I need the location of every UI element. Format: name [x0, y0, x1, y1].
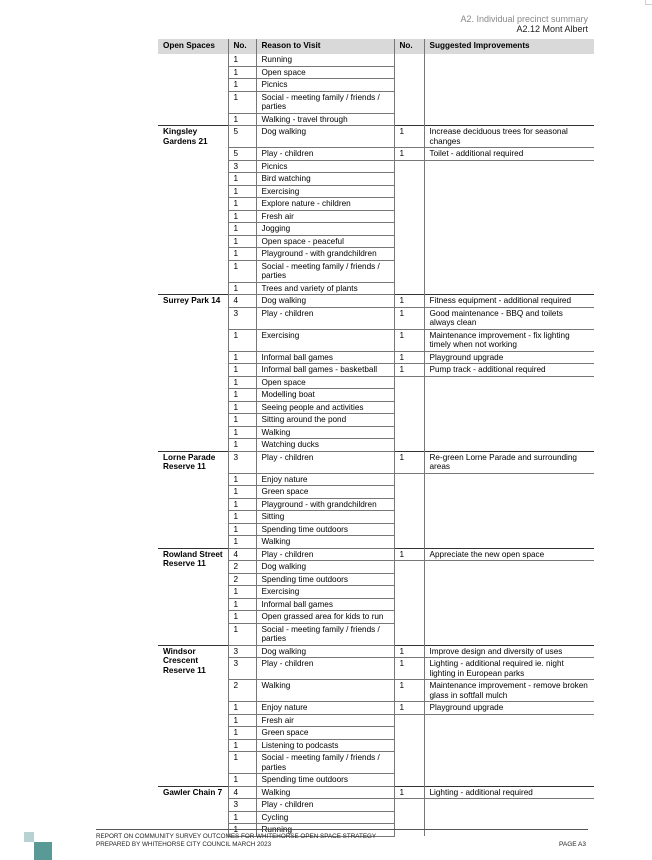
reason-count: 1 — [228, 623, 256, 645]
reason-count: 1 — [228, 511, 256, 524]
reason-to-visit: Open space — [256, 66, 394, 79]
reason-to-visit: Green space — [256, 727, 394, 740]
reason-to-visit: Fresh air — [256, 210, 394, 223]
reason-count: 1 — [228, 364, 256, 377]
reason-to-visit: Dog walking — [256, 126, 394, 148]
empty-suggestion-count — [394, 54, 424, 126]
reason-count: 4 — [228, 786, 256, 799]
suggestion-count: 1 — [394, 645, 424, 658]
reason-count: 2 — [228, 680, 256, 702]
suggested-improvement: Maintenance improvement - remove broken glass in softfall mulch — [424, 680, 594, 702]
suggestion-count: 1 — [394, 548, 424, 561]
open-space-name: Kingsley Gardens 21 — [158, 126, 228, 295]
reason-count: 3 — [228, 645, 256, 658]
table-row — [158, 645, 594, 658]
reason-count: 2 — [228, 573, 256, 586]
reason-to-visit: Fresh air — [256, 714, 394, 727]
reason-count: 1 — [228, 351, 256, 364]
reason-to-visit: Informal ball games — [256, 598, 394, 611]
reason-count: 4 — [228, 548, 256, 561]
suggestion-count: 1 — [394, 364, 424, 377]
reason-to-visit: Exercising — [256, 329, 394, 351]
suggestion-count: 1 — [394, 786, 424, 799]
table-row — [158, 786, 594, 799]
reason-count: 1 — [228, 611, 256, 624]
reason-count: 1 — [228, 702, 256, 715]
suggested-improvement: Maintenance improvement - fix lighting timely when not working — [424, 329, 594, 351]
reason-to-visit: Watching ducks — [256, 439, 394, 452]
reason-to-visit: Cycling — [256, 811, 394, 824]
open-space-name: Windsor Crescent Reserve 11 — [158, 645, 228, 786]
section-title: A2. Individual precinct summary — [460, 14, 588, 24]
reason-to-visit: Jogging — [256, 223, 394, 236]
empty-suggestion-count — [394, 561, 424, 646]
header-reason-to-visit: Reason to Visit — [256, 39, 394, 54]
reason-to-visit: Sitting around the pond — [256, 414, 394, 427]
decorative-square-light — [24, 832, 34, 842]
suggestion-count: 1 — [394, 680, 424, 702]
reason-count: 1 — [228, 586, 256, 599]
reason-to-visit: Exercising — [256, 185, 394, 198]
reason-count: 1 — [228, 210, 256, 223]
reason-count: 1 — [228, 498, 256, 511]
reason-count: 1 — [228, 198, 256, 211]
suggested-improvement: Fitness equipment - additional required — [424, 295, 594, 308]
reason-to-visit: Play - children — [256, 548, 394, 561]
open-space-name: Gawler Chain 7 — [158, 786, 228, 836]
reason-count: 1 — [228, 389, 256, 402]
footer-report-title: REPORT ON COMMUNITY SURVEY OUTCOMES FOR WHITEHORSE OPEN SPACE STRATEGY — [96, 833, 377, 840]
reason-to-visit: Walking — [256, 536, 394, 549]
reason-to-visit: Enjoy nature — [256, 702, 394, 715]
reason-to-visit: Picnics — [256, 160, 394, 173]
reason-count: 1 — [228, 282, 256, 295]
reason-count: 1 — [228, 401, 256, 414]
reason-to-visit: Spending time outdoors — [256, 774, 394, 787]
reason-count: 1 — [228, 426, 256, 439]
reason-count: 3 — [228, 160, 256, 173]
reason-to-visit: Trees and variety of plants — [256, 282, 394, 295]
reason-to-visit: Informal ball games - basketball — [256, 364, 394, 377]
decorative-square-dark — [34, 842, 52, 860]
table-row — [158, 54, 594, 66]
table-row — [158, 548, 594, 561]
reason-to-visit: Spending time outdoors — [256, 523, 394, 536]
suggestion-count: 1 — [394, 658, 424, 680]
reason-count: 5 — [228, 148, 256, 161]
suggested-improvement: Toilet - additional required — [424, 148, 594, 161]
reason-to-visit: Running — [256, 824, 394, 837]
reason-to-visit: Social - meeting family / friends / parties — [256, 91, 394, 113]
reason-count: 1 — [228, 486, 256, 499]
empty-suggestion — [424, 54, 594, 126]
suggested-improvement: Re-green Lorne Parade and surrounding areas — [424, 451, 594, 473]
empty-suggestion-count — [394, 799, 424, 837]
reason-count: 1 — [228, 414, 256, 427]
reason-count: 1 — [228, 714, 256, 727]
footer-divider — [96, 829, 588, 830]
reason-to-visit: Play - children — [256, 658, 394, 680]
empty-suggestion — [424, 376, 594, 451]
reason-to-visit: Playground - with grandchildren — [256, 248, 394, 261]
reason-to-visit: Bird watching — [256, 173, 394, 186]
suggested-improvement: Increase deciduous trees for seasonal changes — [424, 126, 594, 148]
reason-to-visit: Social - meeting family / friends / parties — [256, 260, 394, 282]
suggestion-count: 1 — [394, 451, 424, 473]
reason-count: 1 — [228, 739, 256, 752]
reason-to-visit: Spending time outdoors — [256, 573, 394, 586]
reason-count: 1 — [228, 79, 256, 92]
reason-count: 1 — [228, 473, 256, 486]
empty-suggestion-count — [394, 376, 424, 451]
empty-suggestion — [424, 714, 594, 786]
reason-count: 1 — [228, 329, 256, 351]
suggestion-count: 1 — [394, 329, 424, 351]
reason-to-visit: Open grassed area for kids to run — [256, 611, 394, 624]
suggested-improvement: Lighting - additional required ie. night lighting in European parks — [424, 658, 594, 680]
reason-count: 4 — [228, 295, 256, 308]
reason-to-visit: Green space — [256, 486, 394, 499]
suggestion-count: 1 — [394, 702, 424, 715]
footer-prepared-by: PREPARED BY WHITEHORSE CITY COUNCIL MARCH 2023 — [96, 841, 272, 848]
empty-suggestion — [424, 799, 594, 837]
suggested-improvement: Playground upgrade — [424, 351, 594, 364]
reason-count: 1 — [228, 727, 256, 740]
table-row — [158, 295, 594, 308]
suggested-improvement: Appreciate the new open space — [424, 548, 594, 561]
page-corner-mark — [645, 0, 652, 5]
suggested-improvement: Lighting - additional required — [424, 786, 594, 799]
reason-to-visit: Dog walking — [256, 295, 394, 308]
reason-count: 1 — [228, 523, 256, 536]
reason-count: 1 — [228, 248, 256, 261]
reason-to-visit: Walking - travel through — [256, 113, 394, 126]
table-body — [158, 54, 594, 836]
reason-count: 1 — [228, 113, 256, 126]
reason-to-visit: Picnics — [256, 79, 394, 92]
reason-count: 1 — [228, 173, 256, 186]
reason-to-visit: Seeing people and activities — [256, 401, 394, 414]
empty-suggestion — [424, 160, 594, 295]
reason-count: 2 — [228, 561, 256, 574]
reason-count: 1 — [228, 824, 256, 837]
suggestion-count: 1 — [394, 295, 424, 308]
open-space-name: Rowland Street Reserve 11 — [158, 548, 228, 645]
reason-to-visit: Social - meeting family / friends / parties — [256, 752, 394, 774]
reason-count: 3 — [228, 799, 256, 812]
suggested-improvement: Improve design and diversity of uses — [424, 645, 594, 658]
header-number-2: No. — [394, 39, 424, 54]
survey-table — [158, 39, 594, 837]
reason-to-visit: Play - children — [256, 451, 394, 473]
reason-to-visit: Walking — [256, 426, 394, 439]
reason-to-visit: Dog walking — [256, 645, 394, 658]
reason-to-visit: Play - children — [256, 799, 394, 812]
reason-to-visit: Listening to podcasts — [256, 739, 394, 752]
reason-count: 1 — [228, 598, 256, 611]
reason-count: 1 — [228, 54, 256, 66]
reason-count: 3 — [228, 658, 256, 680]
reason-count: 1 — [228, 223, 256, 236]
reason-to-visit: Walking — [256, 786, 394, 799]
reason-to-visit: Play - children — [256, 148, 394, 161]
header-number: No. — [228, 39, 256, 54]
reason-to-visit: Exercising — [256, 586, 394, 599]
reason-to-visit: Modelling boat — [256, 389, 394, 402]
open-space-name — [158, 54, 228, 126]
reason-count: 1 — [228, 185, 256, 198]
suggested-improvement: Pump track - additional required — [424, 364, 594, 377]
reason-count: 1 — [228, 774, 256, 787]
reason-to-visit: Running — [256, 54, 394, 66]
reason-to-visit: Informal ball games — [256, 351, 394, 364]
page-number: PAGE A3 — [559, 841, 586, 848]
reason-to-visit: Open space — [256, 376, 394, 389]
reason-count: 1 — [228, 439, 256, 452]
reason-to-visit: Explore nature - children — [256, 198, 394, 211]
reason-to-visit: Walking — [256, 680, 394, 702]
open-space-name: Surrey Park 14 — [158, 295, 228, 452]
suggestion-count: 1 — [394, 148, 424, 161]
reason-count: 1 — [228, 811, 256, 824]
reason-count: 1 — [228, 66, 256, 79]
reason-count: 1 — [228, 91, 256, 113]
reason-count: 1 — [228, 235, 256, 248]
reason-to-visit: Sitting — [256, 511, 394, 524]
suggested-improvement: Good maintenance - BBQ and toilets always clean — [424, 307, 594, 329]
suggested-improvement: Playground upgrade — [424, 702, 594, 715]
suggestion-count: 1 — [394, 126, 424, 148]
open-space-name: Lorne Parade Reserve 11 — [158, 451, 228, 548]
subsection-title: A2.12 Mont Albert — [516, 24, 588, 34]
reason-count: 3 — [228, 307, 256, 329]
reason-to-visit: Open space - peaceful — [256, 235, 394, 248]
reason-to-visit: Play - children — [256, 307, 394, 329]
header-suggested-improvements: Suggested Improvements — [424, 39, 594, 54]
table-row — [158, 451, 594, 473]
reason-to-visit: Dog walking — [256, 561, 394, 574]
table-header-row — [158, 39, 594, 54]
suggestion-count: 1 — [394, 307, 424, 329]
empty-suggestion-count — [394, 473, 424, 548]
table-row — [158, 126, 594, 148]
suggestion-count: 1 — [394, 351, 424, 364]
empty-suggestion-count — [394, 160, 424, 295]
empty-suggestion — [424, 561, 594, 646]
reason-count: 1 — [228, 376, 256, 389]
header-open-spaces: Open Spaces — [158, 39, 228, 54]
reason-count: 1 — [228, 536, 256, 549]
reason-count: 5 — [228, 126, 256, 148]
reason-count: 1 — [228, 752, 256, 774]
reason-count: 3 — [228, 451, 256, 473]
reason-to-visit: Social - meeting family / friends / parties — [256, 623, 394, 645]
reason-to-visit: Enjoy nature — [256, 473, 394, 486]
empty-suggestion-count — [394, 714, 424, 786]
reason-to-visit: Playground - with grandchildren — [256, 498, 394, 511]
empty-suggestion — [424, 473, 594, 548]
reason-count: 1 — [228, 260, 256, 282]
